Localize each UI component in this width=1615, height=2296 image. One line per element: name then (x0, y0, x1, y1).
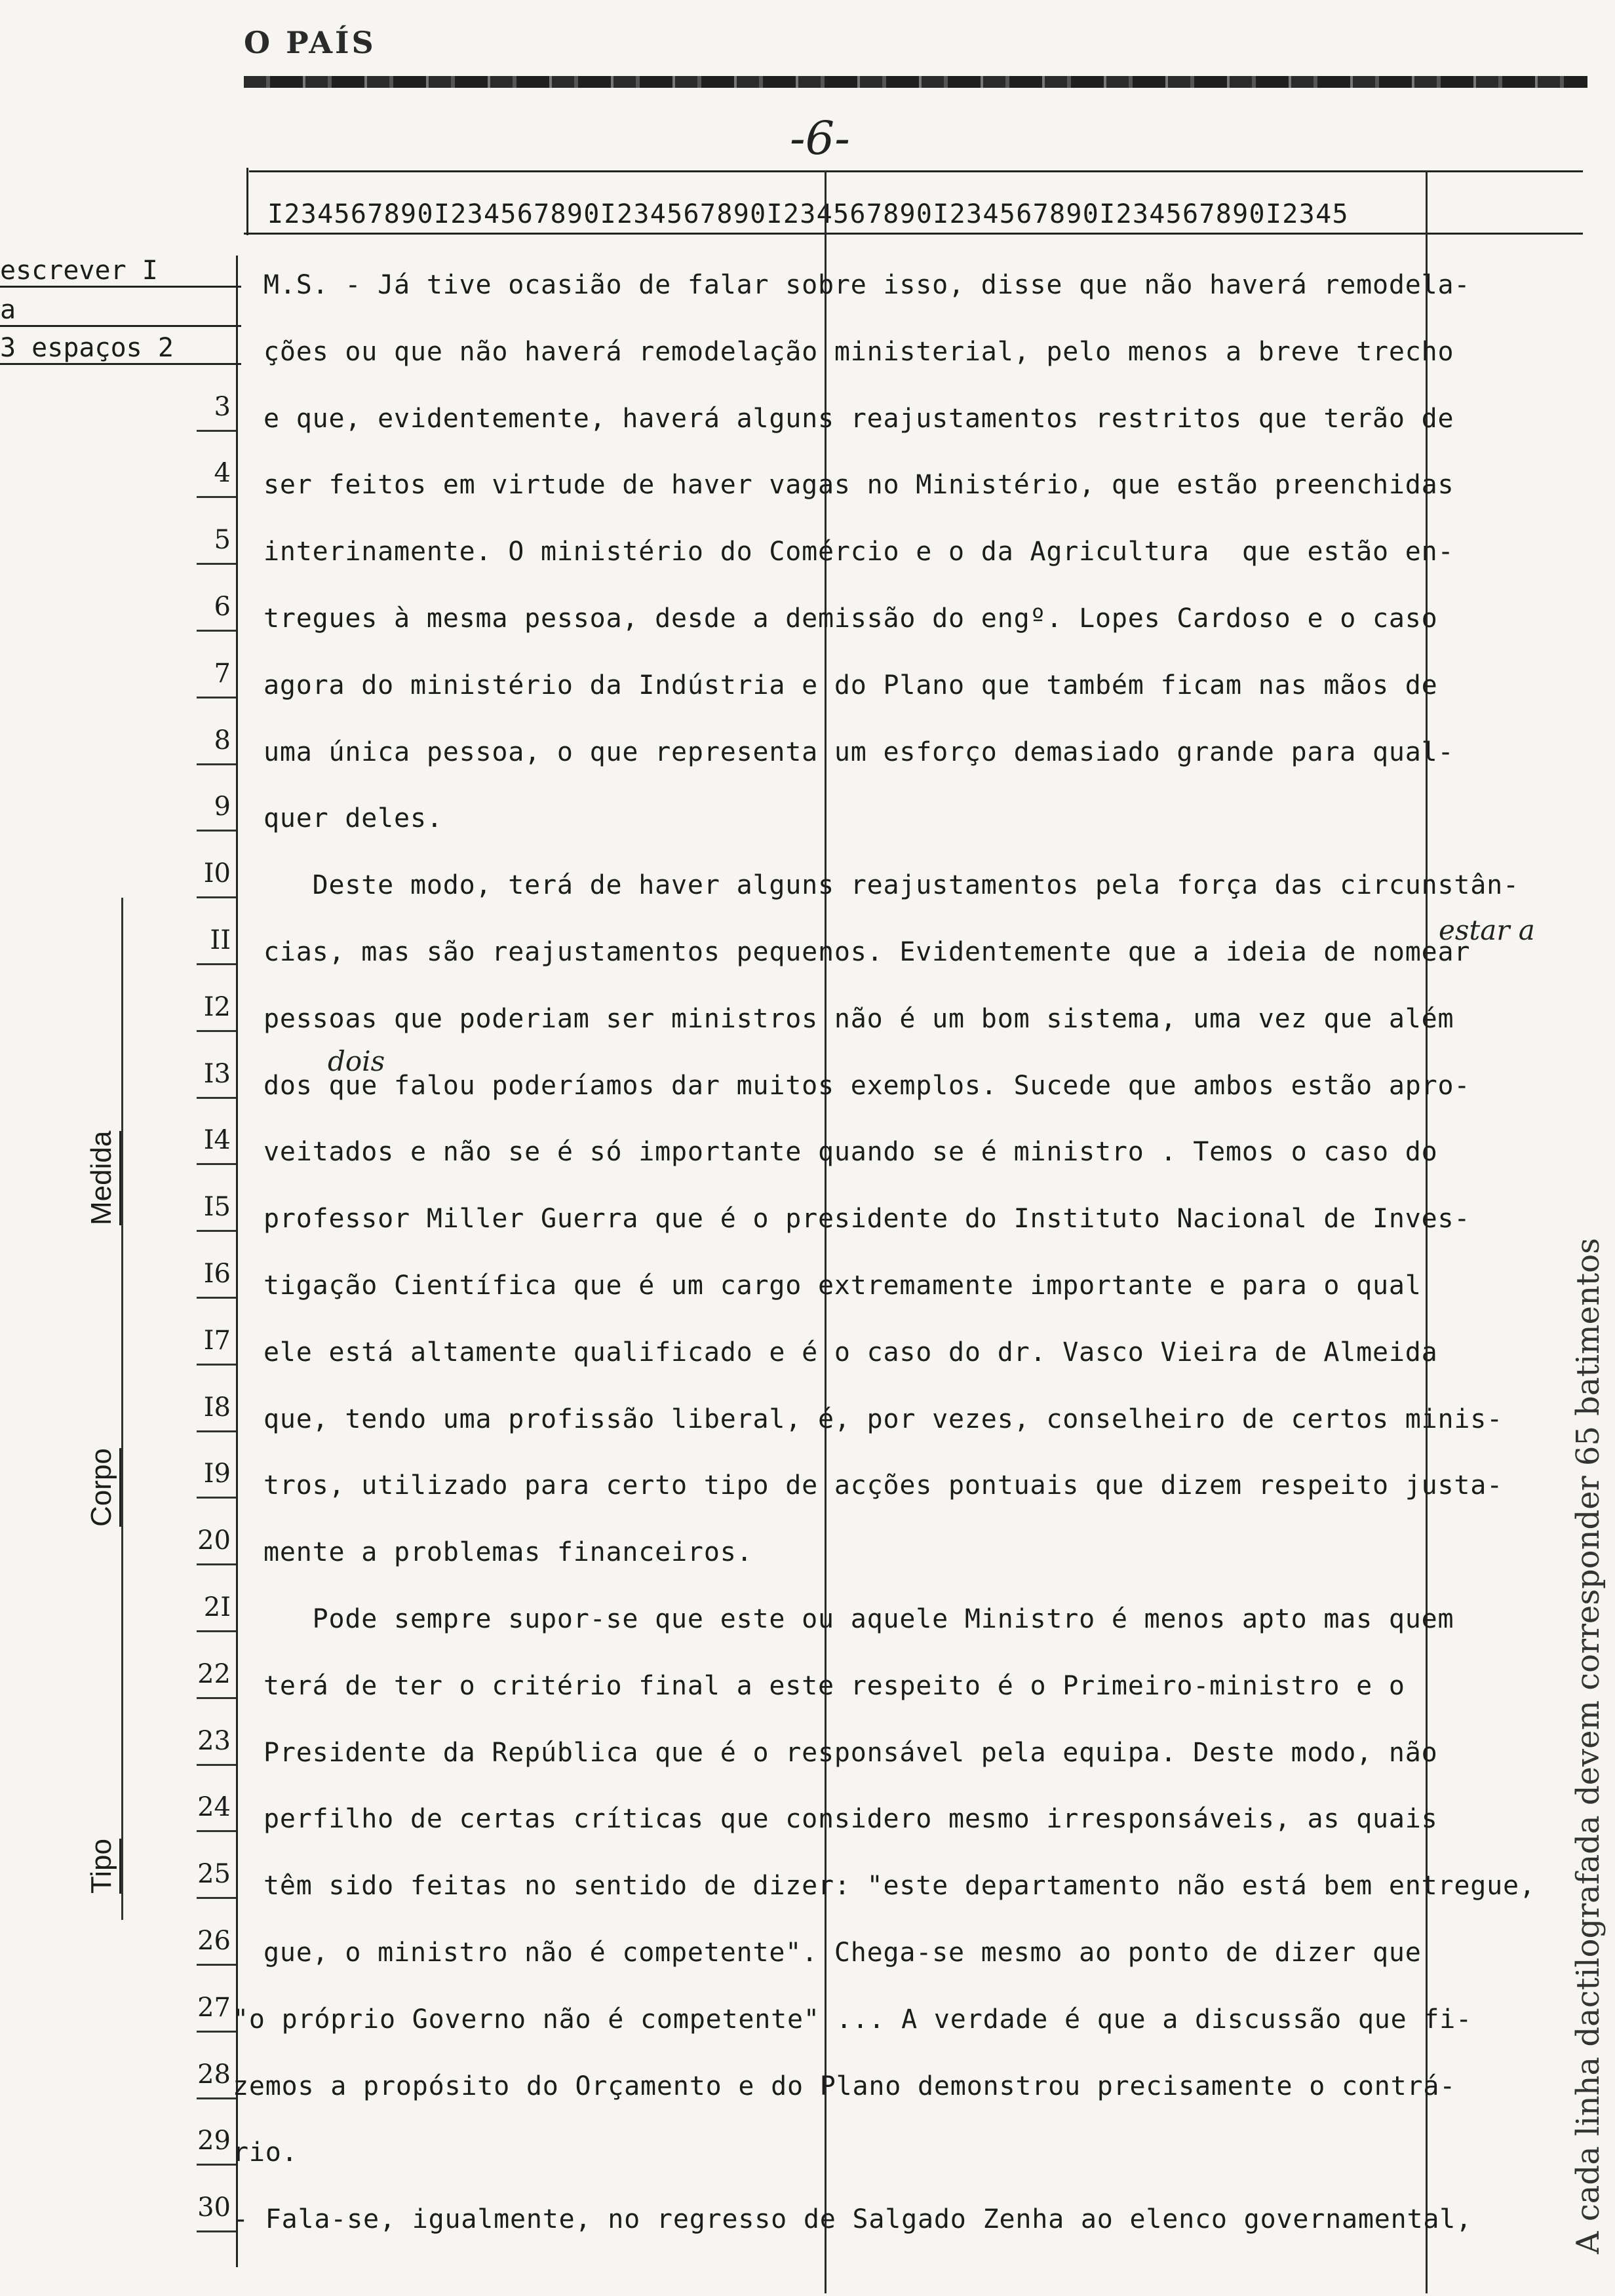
text-line: uma única pessoa, o que representa um esforço demasiado grande para qual- (263, 737, 1454, 767)
line-number: 22 (197, 1658, 231, 1689)
line-number: 20 (197, 1525, 231, 1556)
line-number: I3 (203, 1058, 231, 1089)
text-line: cias, mas são reajustamentos pequenos. Evidentemente que a ideia de nomear (263, 937, 1471, 967)
line-number-tick (197, 1097, 236, 1099)
margin-note-escrever: escrever I (0, 256, 241, 288)
line-number: 5 (214, 525, 231, 556)
text-line: Pode sempre supor-se que este ou aquele Ministro é menos apto mas quem (263, 1604, 1454, 1634)
line-number-tick (197, 1897, 236, 1899)
handwritten-dois: dois (328, 1045, 385, 1077)
text-line: mente a problemas financeiros. (263, 1537, 753, 1568)
line-number-tick (197, 1230, 236, 1232)
header-bottom-line (244, 233, 1583, 235)
text-line: rio. (233, 2137, 298, 2168)
line-number: 30 (197, 2192, 231, 2223)
line-number: 4 (214, 458, 231, 489)
text-line: ser feitos em virtude de haver vagas no Ministério, que estão preenchidas (263, 470, 1454, 501)
line-number: 26 (197, 1926, 231, 1956)
line-number-tick (197, 2230, 236, 2232)
line-number: 3 (214, 391, 231, 422)
line-number: I5 (203, 1192, 231, 1223)
text-line: e que, evidentemente, haverá alguns reajustamentos restritos que terão de (263, 403, 1454, 434)
line-number-tick (197, 2031, 236, 2033)
line-number: I0 (203, 858, 231, 889)
masthead-rule (244, 76, 1587, 88)
form-label-tipo: Tipo (85, 1839, 121, 1894)
line-number-tick (197, 1964, 236, 1966)
text-line: "o próprio Governo não é competente" ... A verdade é que a discussão que fi- (233, 2004, 1473, 2035)
line-number: 9 (214, 792, 231, 822)
text-line: quer deles. (263, 803, 443, 834)
line-number-tick (197, 1497, 236, 1499)
line-number-tick (197, 697, 236, 698)
text-line: têm sido feitas no sentido de dizer: "este departamento não está bem entregue, (263, 1871, 1536, 1902)
line-number: 27 (197, 1992, 231, 2023)
line-number: II (210, 925, 231, 955)
line-number-tick (197, 830, 236, 832)
handwritten-estar-a: estar a (1439, 914, 1535, 946)
text-line: tregues à mesma pessoa, desde a demissão do engº. Lopes Cardoso e o caso (263, 603, 1438, 634)
line-number-tick (197, 430, 236, 432)
line-number: 28 (197, 2059, 231, 2090)
line-number-tick (197, 1630, 236, 1632)
margin-note-a: a (0, 295, 241, 327)
line-number-tick (197, 763, 236, 765)
line-number: 29 (197, 2126, 231, 2156)
line-number: I8 (203, 1392, 231, 1423)
line-number-tick (197, 1030, 236, 1032)
left-margin-rule (236, 256, 238, 2267)
text-line: agora do ministério da Indústria e do Plano que também ficam nas mãos de (263, 670, 1438, 700)
text-line: veitados e não se é só importante quando se é ministro . Temos o caso do (263, 1137, 1438, 1168)
character-ruler: I234567890I234567890I234567890I234567890I234567890I234567890I2345 (267, 199, 1349, 229)
text-line: que, tendo uma profissão liberal, é, por vezes, conselheiro de certos minis- (263, 1404, 1504, 1434)
line-number: I7 (203, 1325, 231, 1356)
line-number-tick (197, 2097, 236, 2099)
line-number-tick (197, 563, 236, 565)
line-number: 24 (197, 1792, 231, 1823)
text-line: tros, utilizado para certo tipo de acções pontuais que dizem respeito justa- (263, 1470, 1504, 1501)
text-line: perfilho de certas críticas que considero mesmo irresponsáveis, as quais (263, 1804, 1438, 1835)
text-line: M.S. - Já tive ocasião de falar sobre isso, disse que não haverá remodela- (263, 270, 1471, 300)
text-line: Deste modo, terá de haver alguns reajustamentos pela força das circunstân- (263, 870, 1519, 901)
form-label-medida: Medida (85, 1131, 121, 1225)
text-line: terá de ter o critério final a este respeito é o Primeiro-ministro e o (263, 1670, 1405, 1701)
line-number: 2I (203, 1592, 231, 1622)
line-number-tick (197, 896, 236, 898)
line-number: I6 (203, 1259, 231, 1289)
margin-note-espacos: 3 espaços 2 (0, 333, 241, 365)
text-line: interinamente. O ministério do Comércio e o da Agricultura que estão en- (263, 537, 1454, 567)
line-number: 6 (214, 592, 231, 622)
line-number-tick (197, 1364, 236, 1366)
form-field-line-1 (121, 898, 123, 1920)
line-number-tick (197, 1764, 236, 1766)
line-number: I9 (203, 1459, 231, 1489)
text-line: gue, o ministro não é competente". Chega-se mesmo ao ponto de dizer que (263, 1938, 1422, 1968)
text-line: pessoas que poderiam ser ministros não é um bom sistema, uma vez que além (263, 1003, 1454, 1034)
line-number-tick (197, 1430, 236, 1432)
header-top-line (249, 170, 1583, 172)
line-number: 7 (214, 658, 231, 689)
line-number: 8 (214, 725, 231, 756)
text-line: ele está altamente qualificado e é o caso do dr. Vasco Vieira de Almeida (263, 1337, 1438, 1368)
line-number: 25 (197, 1859, 231, 1890)
text-line: ções ou que não haverá remodelação ministerial, pelo menos a breve trecho (263, 336, 1454, 367)
header-left-line (246, 168, 248, 235)
text-line: tigação Científica que é um cargo extremamente importante e para o qual (263, 1271, 1422, 1301)
masthead: O PAÍS (244, 25, 376, 60)
line-number-tick (197, 2164, 236, 2166)
text-line: professor Miller Guerra que é o presidente do Instituto Nacional de Inves- (263, 1204, 1471, 1234)
page-number: -6- (790, 111, 850, 165)
line-number-tick (197, 630, 236, 632)
text-line: zemos a propósito do Orçamento e do Plano demonstrou precisamente o contrá- (233, 2071, 1456, 2101)
line-number-tick (197, 496, 236, 498)
line-number-tick (197, 1830, 236, 1832)
line-number-tick (197, 1563, 236, 1565)
line-number-tick (197, 1697, 236, 1699)
line-number: I2 (203, 991, 231, 1022)
line-number: I4 (203, 1125, 231, 1156)
text-line: - Fala-se, igualmente, no regresso de Salgado Zenha ao elenco governamental, (233, 2204, 1473, 2235)
line-number-tick (197, 1297, 236, 1299)
line-number-tick (197, 963, 236, 965)
text-line: Presidente da República que é o responsável pela equipa. Deste modo, não (263, 1737, 1438, 1768)
line-number-tick (197, 1163, 236, 1165)
form-label-corpo: Corpo (85, 1448, 121, 1527)
side-note: A cada linha dactilografada devem corresponder 65 batimentos (1570, 1238, 1606, 2254)
text-line: dos que falou poderíamos dar muitos exemplos. Sucede que ambos estão apro- (263, 1070, 1471, 1101)
line-number: 23 (197, 1725, 231, 1756)
